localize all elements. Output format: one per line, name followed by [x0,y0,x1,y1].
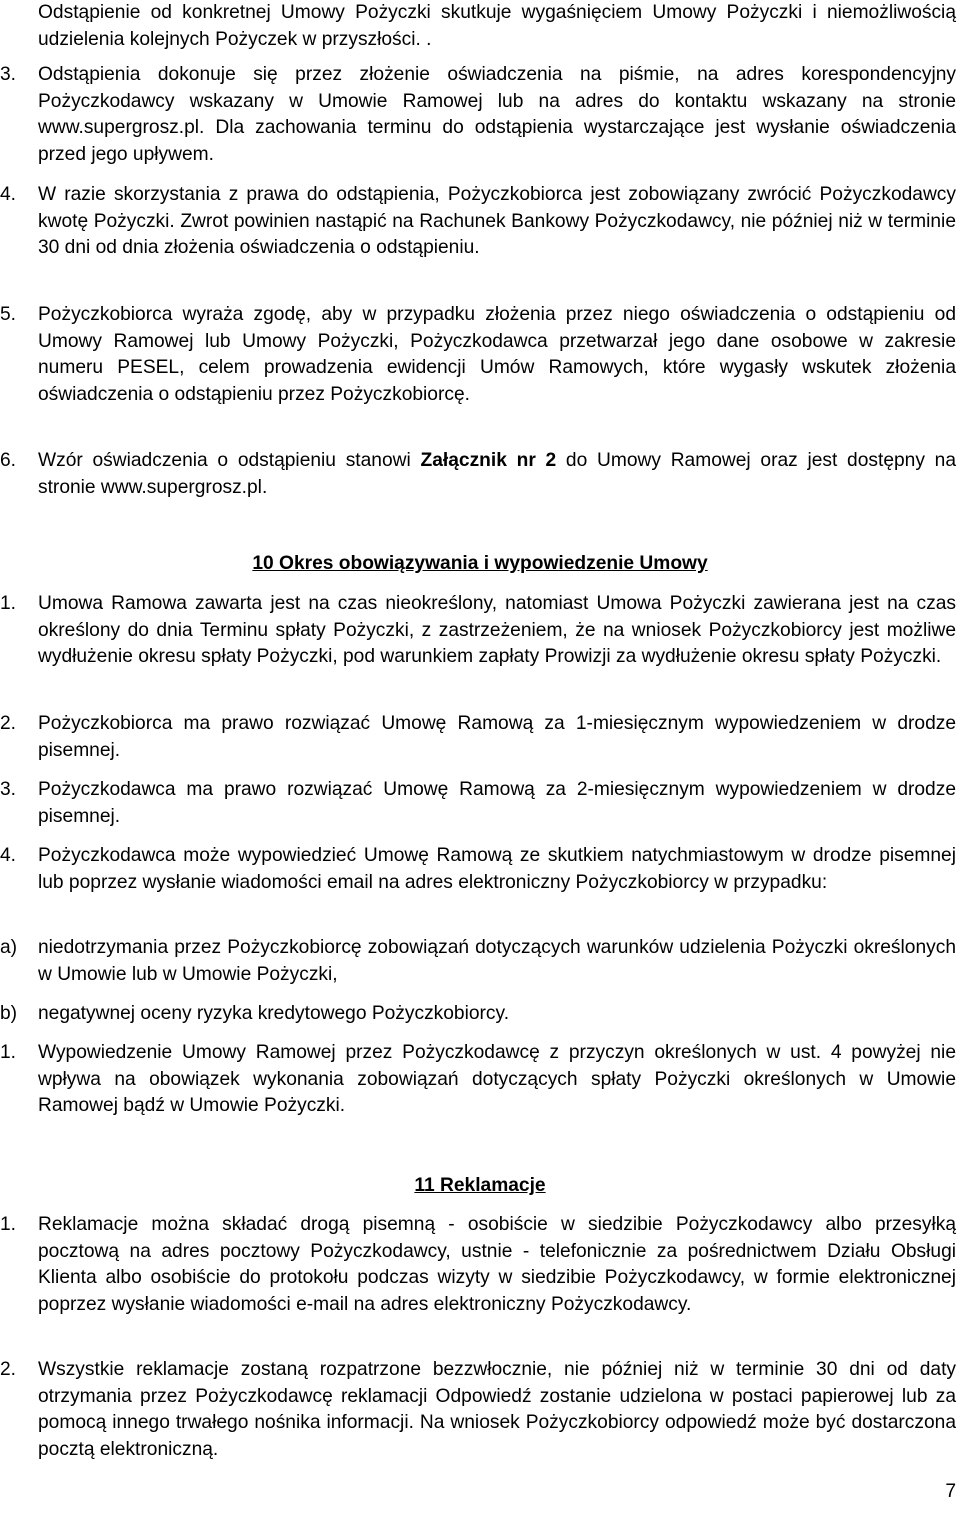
paragraph-text: Umowa Ramowa zawarta jest na czas nieokreślony, natomiast Umowa Pożyczki zawierana jest na czas określony do dnia Terminu spłaty Pożyczki, z zastrzeżeniem, że na wniosek Pożyczkobiorcy jest możliwe wydłużenie okresu spłaty Pożyczki, pod warunkiem zapłaty Prowizji za wydłużenie okresu spłaty Pożyczki. [38,593,956,668]
list-number: 4. [0,184,17,205]
list-item [0,62,960,169]
paragraph-text: Odstąpienie od konkretnej Umowy Pożyczki skutkuje wygaśnięciem Umowy Pożyczki i niemożliwością udzielenia kolejnych Pożyczek w przyszłości. . [38,2,956,50]
paragraph-text: Wypowiedzenie Umowy Ramowej przez Pożyczkodawcę z przyczyn określonych w ust. 4 powyżej nie wpływa na obowiązek wykonania zobowiązań dotyczących spłaty Pożyczki określonych w Umowie Ramowej bądź w Umowie Pożyczki. [38,1042,956,1117]
list-item [0,1040,960,1120]
list-number: 3. [0,64,17,85]
list-number: 2. [0,713,17,734]
list-number: 3. [0,779,17,800]
intro-paragraph [0,0,960,53]
attachment-reference: Załącznik nr 2 [420,450,557,471]
list-item [0,777,960,830]
list-item [0,935,960,988]
list-item [0,448,960,501]
list-item [0,302,960,409]
list-item [0,1212,960,1319]
paragraph-text: Pożyczkodawca może wypowiedzieć Umowę Ramową ze skutkiem natychmiastowym w drodze pisemnej lub poprzez wysłanie wiadomości email na adres elektroniczny Pożyczkobiorcy w przypadku: [38,845,956,893]
list-number: 6. [0,450,17,471]
list-item [0,1001,960,1028]
paragraph-text: Odstąpienia dokonuje się przez złożenie oświadczenia na piśmie, na adres korespondencyjny Pożyczkodawcy wskazany w Umowie Ramowej lub na adres do kontaktu wskazany na stronie www.supergrosz.pl. Dla zachowania terminu do odstąpienia wystarczające jest wysłanie oświadczenia przed jego upływem. [38,64,956,166]
list-number: 4. [0,845,17,866]
list-number: 1. [0,593,17,614]
paragraph-text: Pożyczkodawca ma prawo rozwiązać Umowę Ramową za 2-miesięcznym wypowiedzeniem w drodze pisemnej. [38,779,956,827]
list-number [0,0,38,53]
list-number: 5. [0,304,17,325]
paragraph-text: niedotrzymania przez Pożyczkobiorcę zobowiązań dotyczących warunków udzielenia Pożyczki określonych w Umowie lub w Umowie Pożyczki, [38,937,956,985]
paragraph-text: Wszystkie reklamacje zostaną rozpatrzone bezzwłocznie, nie później niż w terminie 30 dni od daty otrzymania przez Pożyczkodawcę reklamacji Odpowiedź zostanie udzielona w postaci papierowej lub za pomocą innego trwałego nośnika informacji. Na wniosek Pożyczkobiorcy odpowiedź może być dostarczona pocztą elektroniczną. [38,1359,956,1461]
paragraph-text: W razie skorzystania z prawa do odstąpienia, Pożyczkobiorca jest zobowiązany zwrócić Pożyczkodawcy kwotę Pożyczki. Zwrot powinien nastąpić na Rachunek Bankowy Pożyczkodawcy, nie później niż w terminie 30 dni od dnia złożenia oświadczenia o odstąpieniu. [38,184,956,259]
paragraph-text: Reklamacje można składać drogą pisemną - osobiście w siedzibie Pożyczkodawcy albo przesyłką pocztową na adres pocztowy Pożyczkodawcy, ustnie - telefonicznie za pośrednictwem Działu Obsługi Klienta albo osobiście do protokołu podczas wizyty w siedzibie Pożyczkodawcy, w formie elektronicznej poprzez wysłanie wiadomości e-mail na adres elektroniczny Pożyczkodawcy. [38,1214,956,1316]
section-heading: 11 Reklamacje [414,1175,546,1196]
list-item [0,1357,960,1464]
page-number: 7 [945,1481,956,1502]
list-number: 2. [0,1359,17,1380]
list-item [0,591,960,671]
paragraph-text: Wzór oświadczenia o odstąpieniu stanowi Załącznik nr 2 do Umowy Ramowej oraz jest dostępny na stronie www.supergrosz.pl. [38,450,956,498]
list-item [0,711,960,764]
paragraph-text: Pożyczkobiorca ma prawo rozwiązać Umowę Ramową za 1-miesięcznym wypowiedzeniem w drodze pisemnej. [38,713,956,761]
list-number: 1. [0,1214,17,1235]
list-number: 1. [0,1042,17,1063]
paragraph-text: negatywnej oceny ryzyka kredytowego Pożyczkobiorcy. [38,1003,510,1024]
list-letter: b) [0,1003,18,1024]
list-item [0,182,960,262]
list-letter: a) [0,937,18,958]
paragraph-text: Pożyczkobiorca wyraża zgodę, aby w przypadku złożenia przez niego oświadczenia o odstąpieniu od Umowy Ramowej lub Umowy Pożyczki, Pożyczkodawca przetwarzał jego dane osobowe w zakresie numeru PESEL, celem prowadzenia ewidencji Umów Ramowych, które wygasły wskutek złożenia oświadczenia o odstąpieniu przez Pożyczkobiorcę. [38,304,956,406]
list-item [0,843,960,896]
section-heading: 10 Okres obowiązywania i wypowiedzenie Umowy [252,553,708,574]
